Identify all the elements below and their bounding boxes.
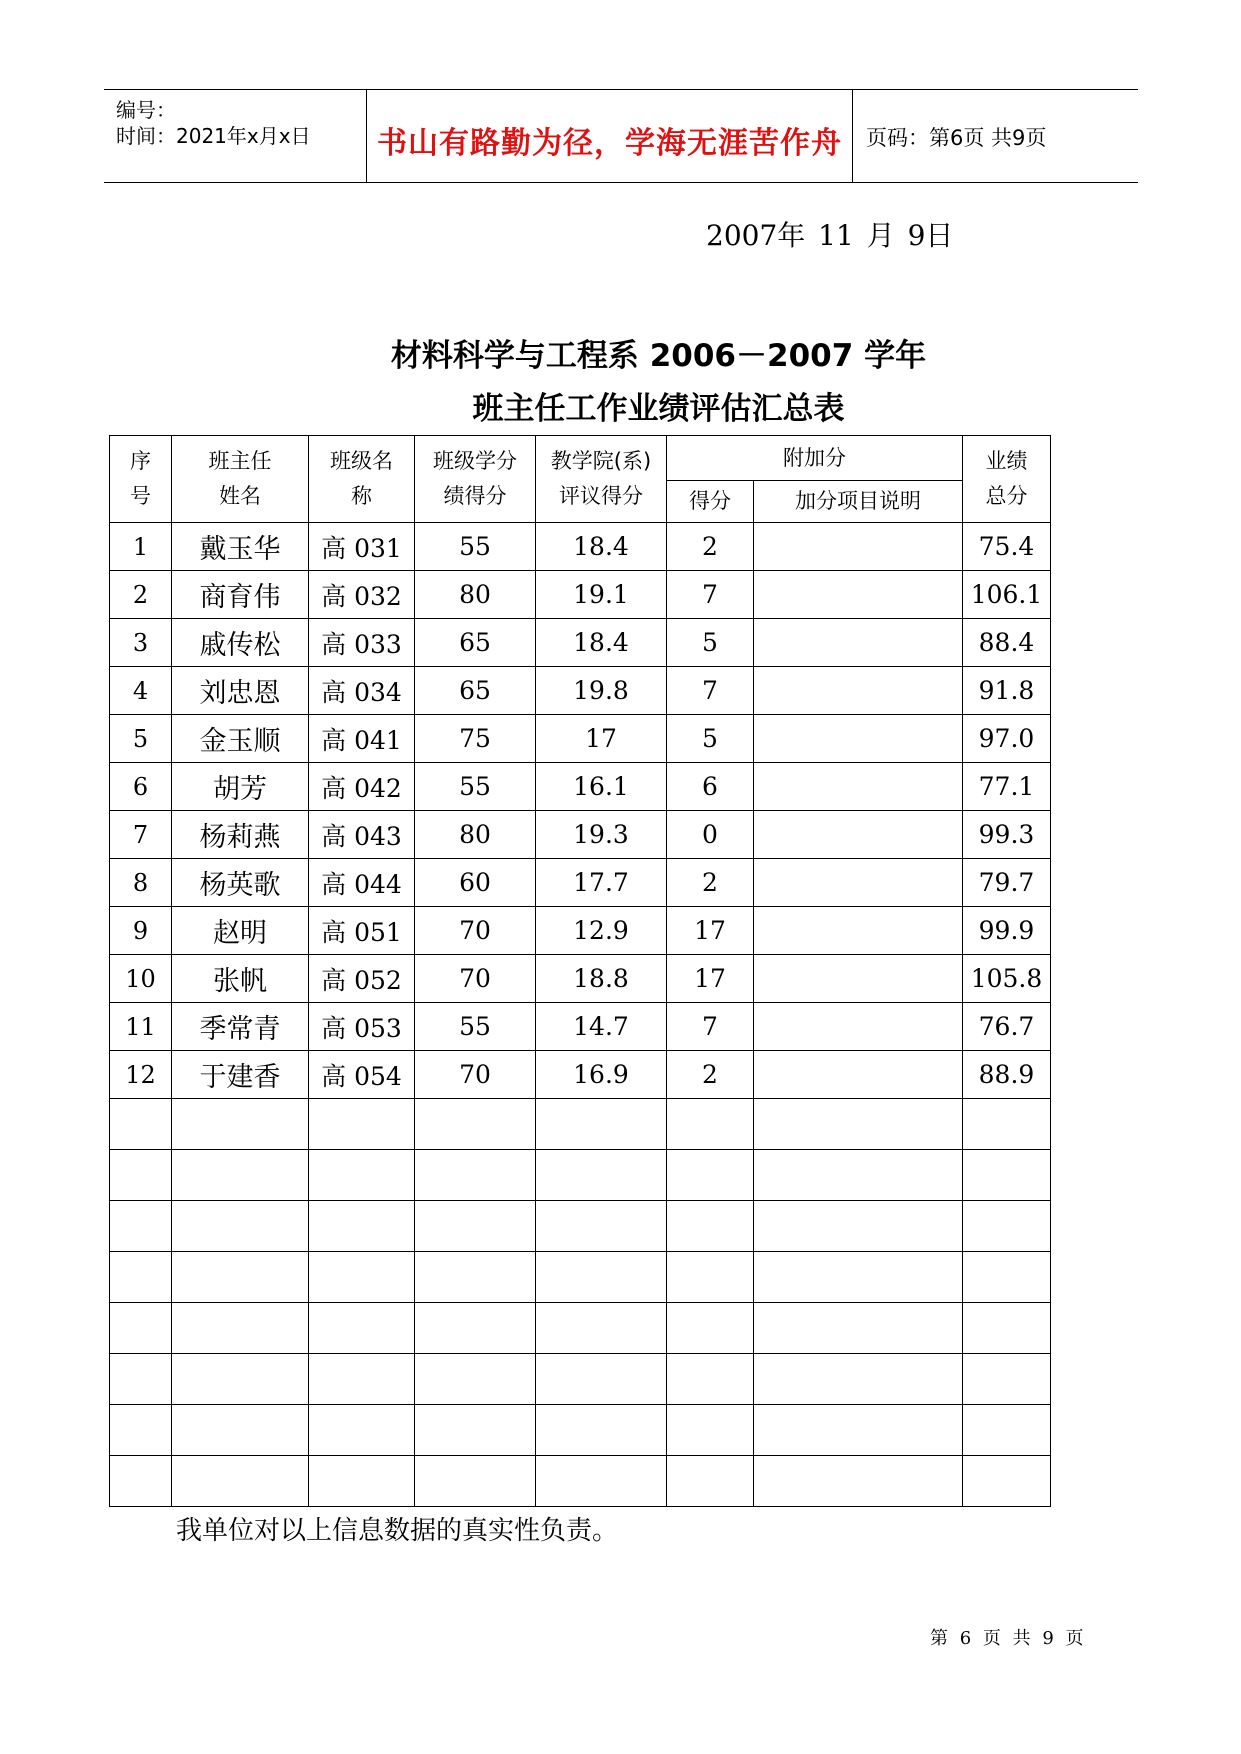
dept-score-cell: 19.1	[536, 571, 667, 619]
header-bonus: 附加分	[667, 436, 963, 481]
bonus-desc-cell	[754, 619, 963, 667]
dept-score-cell: 18.8	[536, 955, 667, 1003]
teacher-name-cell: 杨英歌	[172, 859, 309, 907]
empty-cell	[172, 1456, 309, 1507]
total-score-cell: 79.7	[963, 859, 1051, 907]
evaluation-table	[109, 435, 1051, 1507]
empty-cell	[536, 1150, 667, 1201]
empty-cell	[754, 1405, 963, 1456]
empty-cell	[309, 1456, 415, 1507]
header-index: 序 号	[110, 436, 172, 523]
empty-cell	[536, 1252, 667, 1303]
empty-table-row	[110, 1201, 1051, 1252]
total-score-cell: 105.8	[963, 955, 1051, 1003]
bonus-score-cell: 7	[667, 667, 754, 715]
class-name-cell: 高 052	[309, 955, 415, 1003]
class-score-cell: 60	[415, 859, 536, 907]
empty-cell	[963, 1405, 1051, 1456]
bonus-score-cell: 6	[667, 763, 754, 811]
empty-table-row	[110, 1252, 1051, 1303]
empty-cell	[110, 1201, 172, 1252]
teacher-name-cell: 杨莉燕	[172, 811, 309, 859]
empty-cell	[536, 1303, 667, 1354]
bonus-score-cell: 17	[667, 907, 754, 955]
row-index-cell: 4	[110, 667, 172, 715]
empty-cell	[415, 1099, 536, 1150]
bonus-desc-cell	[754, 1003, 963, 1051]
teacher-name-cell: 金玉顺	[172, 715, 309, 763]
header-dept-score: 教学院(系) 评议得分	[536, 436, 667, 523]
empty-cell	[754, 1201, 963, 1252]
total-score-cell: 75.4	[963, 523, 1051, 571]
class-name-cell: 高 054	[309, 1051, 415, 1099]
class-name-cell: 高 051	[309, 907, 415, 955]
empty-cell	[754, 1099, 963, 1150]
class-score-cell: 55	[415, 523, 536, 571]
empty-cell	[172, 1303, 309, 1354]
class-name-cell: 高 032	[309, 571, 415, 619]
table-row	[110, 907, 1051, 955]
empty-cell	[110, 1456, 172, 1507]
bonus-desc-cell	[754, 571, 963, 619]
total-score-cell: 88.9	[963, 1051, 1051, 1099]
class-score-cell: 80	[415, 811, 536, 859]
row-index-cell: 3	[110, 619, 172, 667]
row-index-cell: 7	[110, 811, 172, 859]
class-score-cell: 65	[415, 619, 536, 667]
empty-cell	[536, 1099, 667, 1150]
table-row	[110, 619, 1051, 667]
statement-note: 我单位对以上信息数据的真实性负责。	[176, 1516, 619, 1546]
table-row	[110, 811, 1051, 859]
empty-cell	[667, 1201, 754, 1252]
teacher-name-cell: 商育伟	[172, 571, 309, 619]
bonus-score-cell: 5	[667, 715, 754, 763]
time-label: 时间：2021年x月x日	[116, 124, 311, 148]
empty-cell	[172, 1252, 309, 1303]
empty-cell	[172, 1150, 309, 1201]
dept-score-cell: 17.7	[536, 859, 667, 907]
empty-cell	[963, 1150, 1051, 1201]
document-header	[104, 89, 1138, 183]
row-index-cell: 1	[110, 523, 172, 571]
bonus-desc-cell	[754, 667, 963, 715]
class-score-cell: 70	[415, 955, 536, 1003]
class-score-cell: 70	[415, 1051, 536, 1099]
empty-cell	[110, 1303, 172, 1354]
document-date: 2007年 11 月 9日	[706, 219, 954, 252]
row-index-cell: 2	[110, 571, 172, 619]
bonus-score-cell: 2	[667, 859, 754, 907]
class-name-cell: 高 041	[309, 715, 415, 763]
empty-cell	[963, 1099, 1051, 1150]
page-subtitle: 班主任工作业绩评估汇总表	[472, 391, 845, 427]
teacher-name-cell: 赵明	[172, 907, 309, 955]
header-class-score: 班级学分 绩得分	[415, 436, 536, 523]
empty-cell	[172, 1099, 309, 1150]
empty-cell	[309, 1354, 415, 1405]
empty-cell	[309, 1150, 415, 1201]
empty-cell	[963, 1252, 1051, 1303]
bonus-desc-cell	[754, 763, 963, 811]
row-index-cell: 10	[110, 955, 172, 1003]
empty-cell	[415, 1150, 536, 1201]
bonus-score-cell: 0	[667, 811, 754, 859]
empty-cell	[415, 1303, 536, 1354]
total-score-cell: 88.4	[963, 619, 1051, 667]
bonus-score-cell: 17	[667, 955, 754, 1003]
empty-cell	[110, 1150, 172, 1201]
empty-cell	[536, 1405, 667, 1456]
row-index-cell: 8	[110, 859, 172, 907]
dept-score-cell: 19.3	[536, 811, 667, 859]
dept-score-cell: 14.7	[536, 1003, 667, 1051]
bonus-desc-cell	[754, 859, 963, 907]
empty-cell	[963, 1201, 1051, 1252]
header-bonus-desc: 加分项目说明	[754, 481, 963, 523]
empty-table-row	[110, 1150, 1051, 1201]
total-score-cell: 99.9	[963, 907, 1051, 955]
class-name-cell: 高 042	[309, 763, 415, 811]
class-score-cell: 80	[415, 571, 536, 619]
teacher-name-cell: 季常青	[172, 1003, 309, 1051]
teacher-name-cell: 胡芳	[172, 763, 309, 811]
header-motto-cell	[367, 90, 853, 182]
total-score-cell: 76.7	[963, 1003, 1051, 1051]
header-page-cell	[854, 90, 1138, 182]
motto: 书山有路勤为径，学海无涯苦作舟	[377, 126, 842, 161]
empty-cell	[172, 1405, 309, 1456]
header-total: 业绩 总分	[963, 436, 1051, 523]
empty-cell	[754, 1150, 963, 1201]
table-row	[110, 715, 1051, 763]
empty-cell	[963, 1303, 1051, 1354]
serial-label: 编号：	[116, 98, 176, 122]
empty-cell	[415, 1405, 536, 1456]
empty-cell	[667, 1303, 754, 1354]
bonus-score-cell: 7	[667, 571, 754, 619]
empty-cell	[754, 1354, 963, 1405]
dept-score-cell: 18.4	[536, 523, 667, 571]
empty-cell	[667, 1405, 754, 1456]
row-index-cell: 11	[110, 1003, 172, 1051]
empty-cell	[536, 1456, 667, 1507]
dept-score-cell: 16.1	[536, 763, 667, 811]
class-name-cell: 高 044	[309, 859, 415, 907]
teacher-name-cell: 戚传松	[172, 619, 309, 667]
bonus-desc-cell	[754, 1051, 963, 1099]
empty-cell	[309, 1099, 415, 1150]
bonus-desc-cell	[754, 715, 963, 763]
dept-score-cell: 16.9	[536, 1051, 667, 1099]
empty-cell	[963, 1354, 1051, 1405]
class-name-cell: 高 043	[309, 811, 415, 859]
empty-cell	[667, 1354, 754, 1405]
empty-cell	[415, 1252, 536, 1303]
page-title: 材料科学与工程系 2006－2007 学年	[390, 338, 927, 374]
dept-score-cell: 17	[536, 715, 667, 763]
header-class-name: 班级名 称	[309, 436, 415, 523]
empty-cell	[536, 1201, 667, 1252]
table-row	[110, 1051, 1051, 1099]
class-name-cell: 高 034	[309, 667, 415, 715]
empty-cell	[667, 1252, 754, 1303]
empty-table-row	[110, 1303, 1051, 1354]
table-row	[110, 1003, 1051, 1051]
bonus-score-cell: 7	[667, 1003, 754, 1051]
bonus-score-cell: 2	[667, 523, 754, 571]
header-teacher: 班主任 姓名	[172, 436, 309, 523]
empty-cell	[415, 1456, 536, 1507]
header-meta-cell	[104, 90, 367, 182]
total-score-cell: 91.8	[963, 667, 1051, 715]
empty-table-row	[110, 1456, 1051, 1507]
table-row	[110, 859, 1051, 907]
empty-table-row	[110, 1405, 1051, 1456]
bonus-desc-cell	[754, 811, 963, 859]
header-bonus-score: 得分	[667, 481, 754, 523]
class-name-cell: 高 031	[309, 523, 415, 571]
empty-cell	[754, 1456, 963, 1507]
teacher-name-cell: 于建香	[172, 1051, 309, 1099]
teacher-name-cell: 戴玉华	[172, 523, 309, 571]
class-score-cell: 70	[415, 907, 536, 955]
empty-cell	[309, 1201, 415, 1252]
empty-cell	[415, 1201, 536, 1252]
table-row	[110, 763, 1051, 811]
empty-cell	[667, 1456, 754, 1507]
empty-table-row	[110, 1354, 1051, 1405]
class-name-cell: 高 033	[309, 619, 415, 667]
bonus-desc-cell	[754, 907, 963, 955]
empty-cell	[172, 1201, 309, 1252]
class-score-cell: 55	[415, 1003, 536, 1051]
total-score-cell: 97.0	[963, 715, 1051, 763]
empty-cell	[667, 1150, 754, 1201]
table-header-row	[110, 436, 1051, 481]
page-footer: 第 6 页 共 9 页	[930, 1628, 1084, 1649]
empty-cell	[110, 1252, 172, 1303]
page-code: 页码：第6页 共9页	[866, 126, 1047, 150]
row-index-cell: 5	[110, 715, 172, 763]
row-index-cell: 9	[110, 907, 172, 955]
table-row	[110, 523, 1051, 571]
empty-cell	[110, 1354, 172, 1405]
empty-table-row	[110, 1099, 1051, 1150]
teacher-name-cell: 刘忠恩	[172, 667, 309, 715]
total-score-cell: 99.3	[963, 811, 1051, 859]
empty-cell	[667, 1099, 754, 1150]
empty-cell	[309, 1303, 415, 1354]
class-score-cell: 55	[415, 763, 536, 811]
empty-cell	[754, 1252, 963, 1303]
dept-score-cell: 19.8	[536, 667, 667, 715]
empty-cell	[754, 1303, 963, 1354]
class-score-cell: 75	[415, 715, 536, 763]
row-index-cell: 6	[110, 763, 172, 811]
table-row	[110, 571, 1051, 619]
bonus-score-cell: 5	[667, 619, 754, 667]
row-index-cell: 12	[110, 1051, 172, 1099]
empty-cell	[415, 1354, 536, 1405]
dept-score-cell: 12.9	[536, 907, 667, 955]
teacher-name-cell: 张帆	[172, 955, 309, 1003]
bonus-desc-cell	[754, 523, 963, 571]
empty-cell	[110, 1405, 172, 1456]
empty-cell	[309, 1252, 415, 1303]
bonus-desc-cell	[754, 955, 963, 1003]
class-score-cell: 65	[415, 667, 536, 715]
bonus-score-cell: 2	[667, 1051, 754, 1099]
empty-cell	[309, 1405, 415, 1456]
table-row	[110, 667, 1051, 715]
total-score-cell: 77.1	[963, 763, 1051, 811]
empty-cell	[963, 1456, 1051, 1507]
empty-cell	[172, 1354, 309, 1405]
table-row	[110, 955, 1051, 1003]
total-score-cell: 106.1	[963, 571, 1051, 619]
class-name-cell: 高 053	[309, 1003, 415, 1051]
empty-cell	[110, 1099, 172, 1150]
dept-score-cell: 18.4	[536, 619, 667, 667]
empty-cell	[536, 1354, 667, 1405]
